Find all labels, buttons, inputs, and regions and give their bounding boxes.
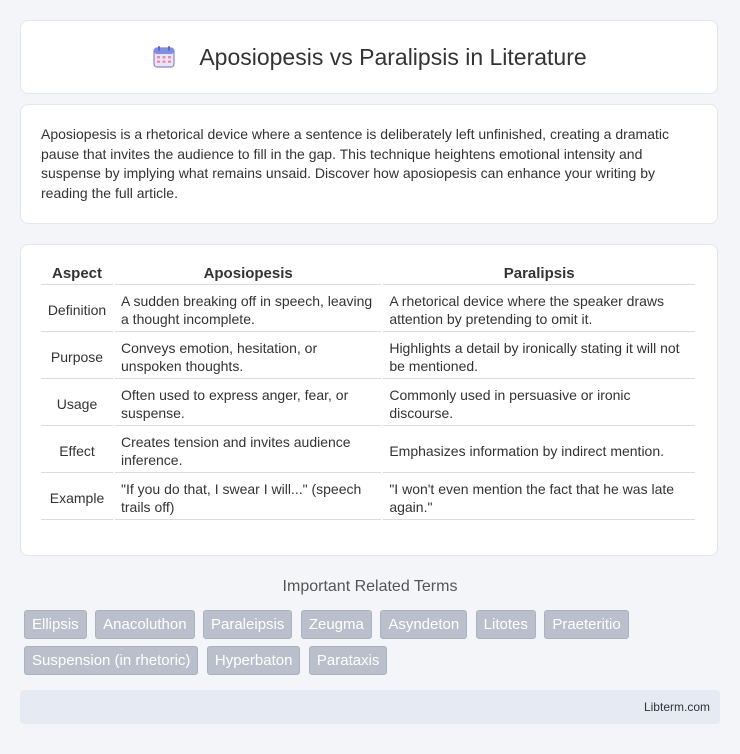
- table-row: [41, 428, 695, 473]
- related-terms-title: Important Related Terms: [282, 578, 458, 595]
- row-aposiopesis: Creates tension and invites audience inference.: [115, 428, 381, 473]
- row-aspect: Usage: [41, 381, 113, 426]
- row-aspect: Purpose: [41, 334, 113, 379]
- footer: [20, 690, 720, 724]
- row-aspect: Effect: [41, 428, 113, 473]
- row-aposiopesis: Conveys emotion, hesitation, or unspoken thoughts.: [115, 334, 381, 379]
- related-term-tag[interactable]: Suspension (in rhetoric): [24, 646, 198, 675]
- table-row: [41, 381, 695, 426]
- related-term-tag[interactable]: Parataxis: [309, 646, 388, 675]
- related-term-tag[interactable]: Praeteritio: [544, 610, 628, 639]
- table-row: [41, 334, 695, 379]
- intro-card: [20, 104, 718, 224]
- table-header-row: [41, 261, 695, 285]
- related-term-tag[interactable]: Asyndeton: [380, 610, 467, 639]
- row-aposiopesis: "If you do that, I swear I will..." (speech trails off): [115, 475, 381, 520]
- header-paralipsis: Paralipsis: [383, 261, 695, 285]
- related-term-tag[interactable]: Litotes: [476, 610, 536, 639]
- header-aspect: Aspect: [41, 261, 113, 285]
- related-term-tag[interactable]: Paraleipsis: [203, 610, 292, 639]
- intro-text: Aposiopesis is a rhetorical device where a sentence is deliberately left unfinished, creating a dramatic pause that invites the audience to fill in the gap. This technique heightens emotional intensity and suspense by implying what remains unsaid. Discover how aposiopesis can enhance your writing by reading the full article.: [41, 126, 670, 201]
- footer-site-link[interactable]: Libterm.com: [643, 700, 710, 714]
- row-aspect: Definition: [41, 287, 113, 332]
- page-title: Aposiopesis vs Paralipsis in Literature: [199, 43, 587, 70]
- table-row: [41, 287, 695, 332]
- related-term-tag[interactable]: Zeugma: [301, 610, 372, 639]
- related-terms-list: [24, 610, 704, 682]
- row-paralipsis: Highlights a detail by ironically stating it will not be mentioned.: [383, 334, 695, 379]
- row-aposiopesis: Often used to express anger, fear, or suspense.: [115, 381, 381, 426]
- header-aposiopesis: Aposiopesis: [115, 261, 381, 285]
- title-card: [20, 20, 718, 94]
- related-term-tag[interactable]: Anacoluthon: [95, 610, 194, 639]
- comparison-table: [39, 259, 697, 522]
- comparison-card: [20, 244, 718, 556]
- row-paralipsis: "I won't even mention the fact that he was late again.": [383, 475, 695, 520]
- table-row: [41, 475, 695, 520]
- calendar-icon: [151, 44, 177, 70]
- related-term-tag[interactable]: Hyperbaton: [207, 646, 301, 675]
- row-aspect: Example: [41, 475, 113, 520]
- row-paralipsis: Emphasizes information by indirect mention.: [383, 428, 695, 473]
- row-paralipsis: A rhetorical device where the speaker draws attention by pretending to omit it.: [383, 287, 695, 332]
- row-aposiopesis: A sudden breaking off in speech, leaving a thought incomplete.: [115, 287, 381, 332]
- related-term-tag[interactable]: Ellipsis: [24, 610, 87, 639]
- row-paralipsis: Commonly used in persuasive or ironic discourse.: [383, 381, 695, 426]
